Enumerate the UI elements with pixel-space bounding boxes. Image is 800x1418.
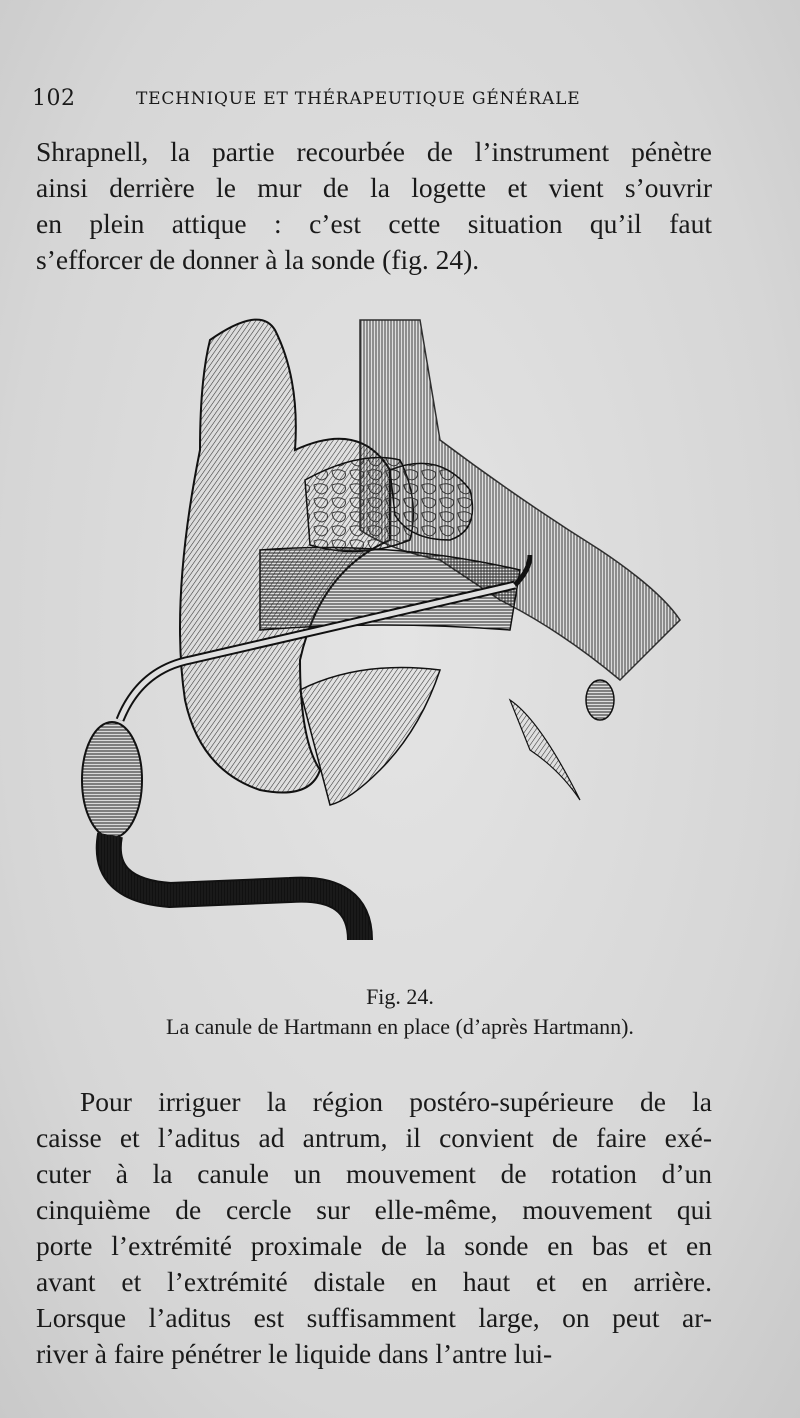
page-number: 102 xyxy=(32,86,76,111)
text-line: caisse et l’aditus ad antrum, il convient de faire exé- xyxy=(36,1122,712,1153)
rubber-bulb xyxy=(82,722,142,838)
running-header xyxy=(32,86,740,116)
text-line: en plein attique : c’est cette situation qu’il faut xyxy=(36,208,712,239)
text-line: river à faire pénétrer le liquide dans l’antre lui- xyxy=(36,1338,553,1369)
figure-caption: La canule de Hartmann en place (d’après Hartmann). xyxy=(166,1014,634,1039)
text-line: Lorsque l’aditus est suffisamment large, on peut ar- xyxy=(36,1302,712,1333)
text-line: Pour irriguer la région postéro-supérieure de la xyxy=(80,1086,712,1117)
paragraph-1 xyxy=(36,134,712,278)
figure-number: Fig. 24. xyxy=(366,984,434,1009)
text-line: cinquième de cercle sur elle-même, mouvement qui xyxy=(36,1194,712,1225)
text-line: Shrapnell, la partie recourbée de l’instrument pénètre xyxy=(36,136,712,167)
ear-cannula-illustration xyxy=(60,300,720,970)
text-line: ainsi derrière le mur de la logette et vient s’ouvrir xyxy=(36,172,712,203)
text-line: avant et l’extrémité distale en haut et en arrière. xyxy=(36,1266,712,1297)
text-line: cuter à la canule un mouvement de rotation d’un xyxy=(36,1158,712,1189)
paragraph-2 xyxy=(36,1084,712,1372)
running-title: TECHNIQUE ET THÉRAPEUTIQUE GÉNÉRALE xyxy=(136,89,581,109)
text-line: s’efforcer de donner à la sonde (fig. 24). xyxy=(36,244,480,275)
text-line: porte l’extrémité proximale de la sonde en bas et en xyxy=(36,1230,712,1261)
